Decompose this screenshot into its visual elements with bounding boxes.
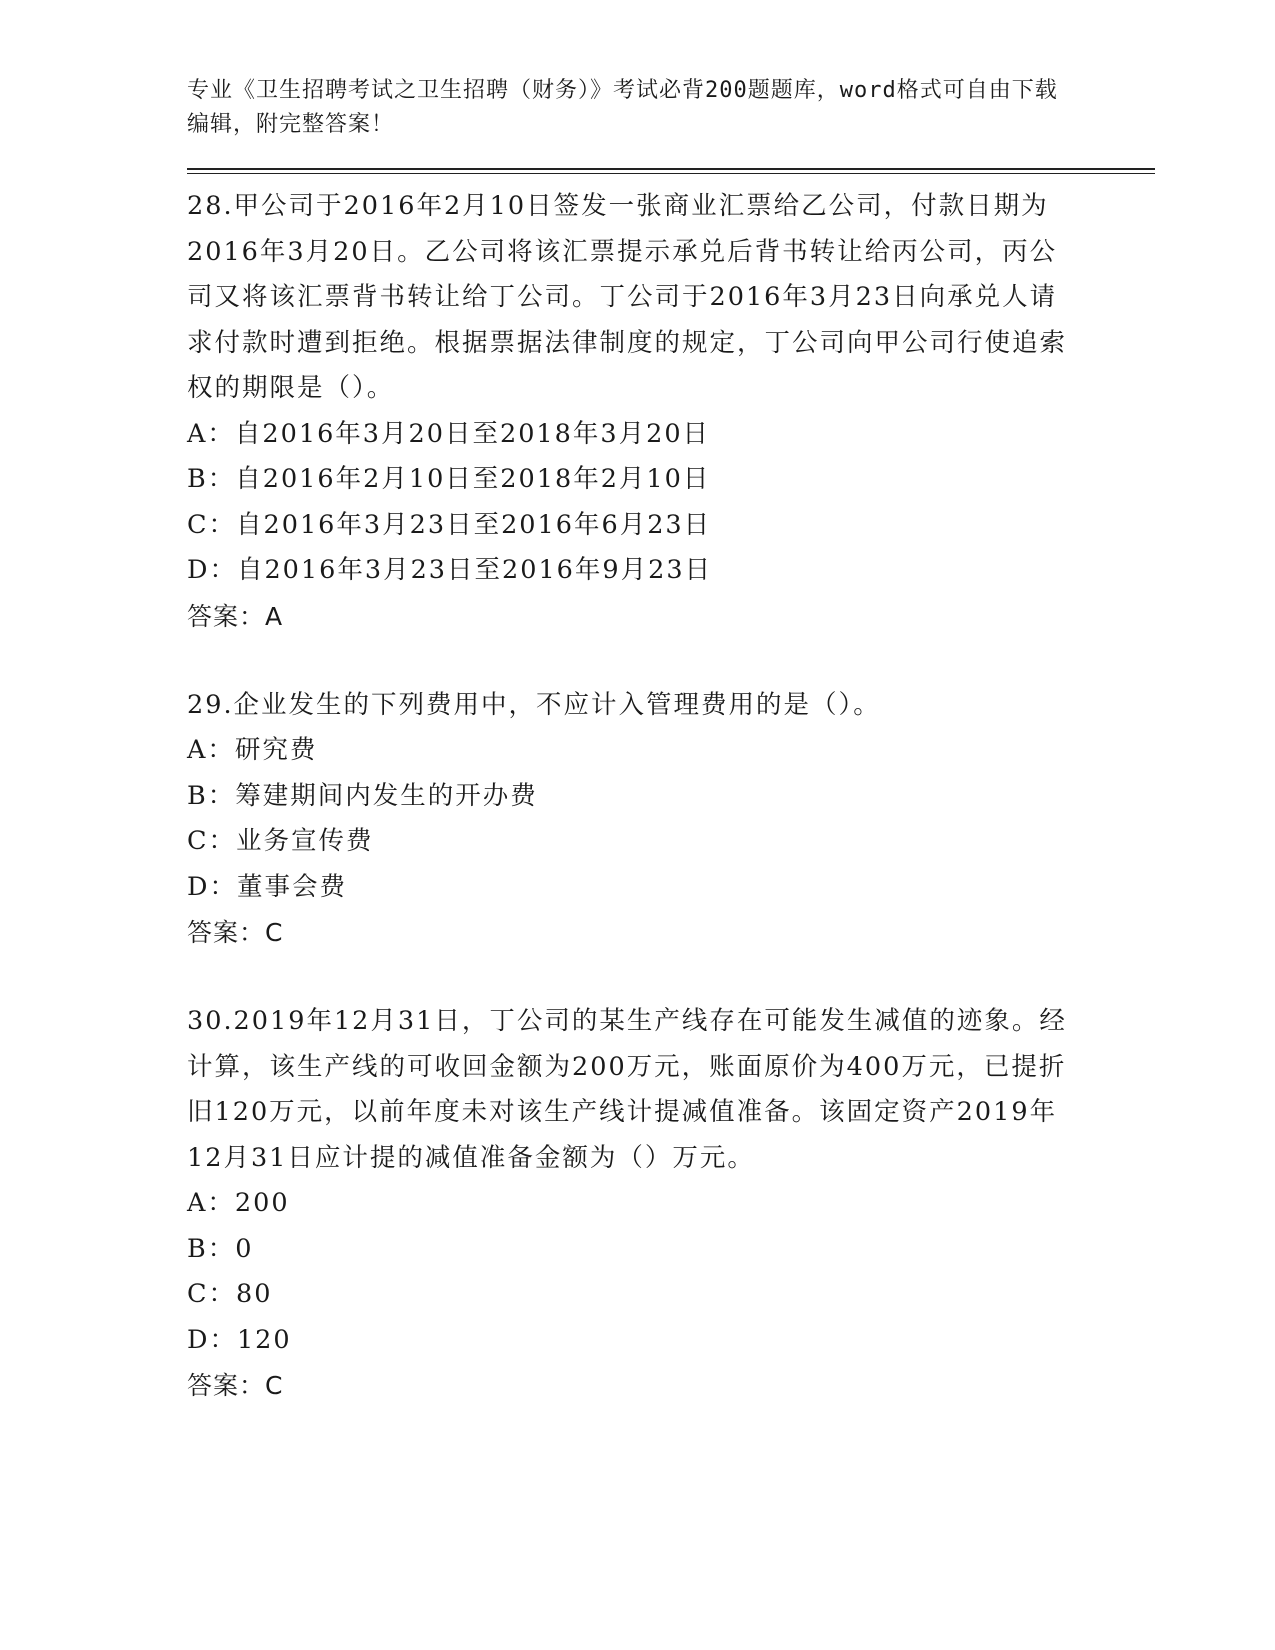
option-b: B：自2016年2月10日至2018年2月10日 [187,464,711,494]
question-stem: 30.2019年12月31日，丁公司的某生产线存在可能发生减值的迹象。经计算，该生产线的可收回金额为200万元，账面原价为400万元，已提折旧120万元，以前年度未对该生产线计提减值准备。该固定资产2019年12月31日应计提的减值准备金额为（）万元。 [187,1006,1067,1173]
answer-line: 答案：A [187,601,284,631]
option-d: D：董事会费 [187,871,347,902]
option-c: C：业务宣传费 [187,826,374,856]
question-stem: 29.企业发生的下列费用中，不应计入管理费用的是（）。 [187,689,881,720]
option-d: D：自2016年3月23日至2016年9月23日 [187,555,713,585]
answer-line: 答案：C [187,1371,284,1400]
option-b: B：筹建期间内发生的开办费 [187,780,538,811]
question-stem: 28.甲公司于2016年2月10日签发一张商业汇票给乙公司，付款日期为2016年3月20日。乙公司将该汇票提示承兑后背书转让给丙公司，丙公司又将该汇票背书转让给丁公司。丁公司于2016年3月23日向承兑人请求付款时遭到拒绝。根据票据法律制度的规定，丁公司向甲公司行使追索权的期限是（）。 [187,191,1068,403]
document-header: 专业《卫生招聘考试之卫生招聘（财务）》考试必背200题题库，word格式可自由下载编辑，附完整答案！ [187,78,1058,137]
option-a: A：研究费 [187,735,318,765]
question-spacer [187,640,1147,683]
option-d: D：120 [187,1324,292,1355]
question-spacer [187,956,1147,999]
header-divider [187,168,1155,174]
option-c: C：80 [187,1279,273,1309]
option-c: C：自2016年3月23日至2016年6月23日 [187,509,712,540]
question-30 [187,999,1147,1409]
question-28 [187,184,1147,640]
answer-line: 答案：C [187,918,284,947]
document-page [187,70,1147,1409]
option-a: A：200 [187,1188,290,1218]
option-a: A：自2016年3月20日至2018年3月20日 [187,418,711,449]
option-b: B：0 [187,1233,254,1264]
question-29 [187,683,1147,957]
